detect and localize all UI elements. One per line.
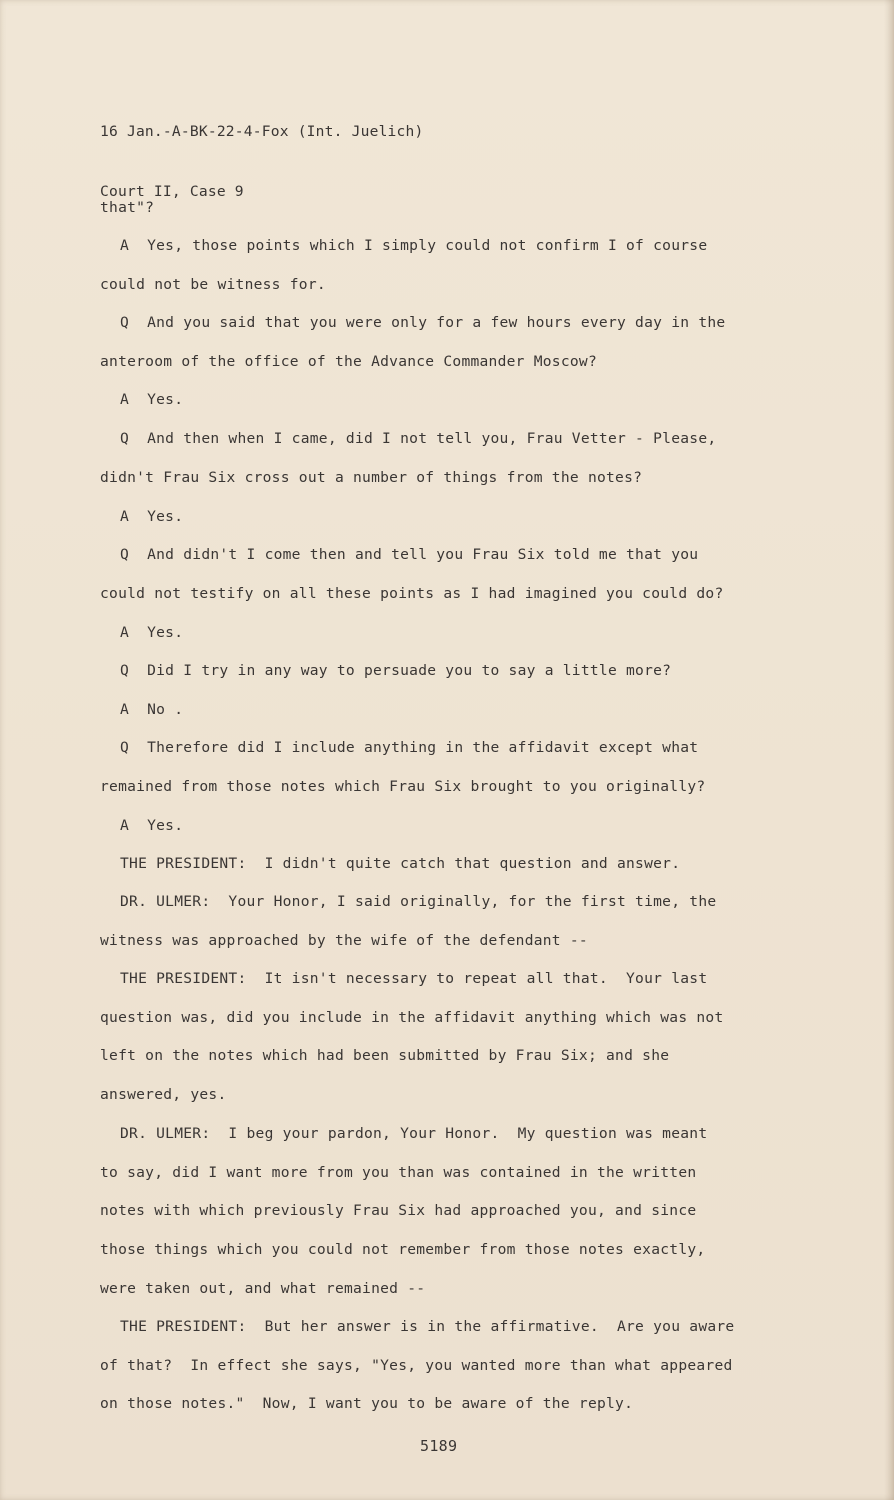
transcript-line: DR. ULMER: Your Honor, I said originally, for the first time, the bbox=[120, 893, 717, 910]
transcript-line: Q And then when I came, did I not tell you, Frau Vetter - Please, bbox=[120, 430, 717, 447]
transcript-line: THE PRESIDENT: But her answer is in the affirmative. Are you aware bbox=[120, 1318, 735, 1335]
transcript-line: Q And didn't I come then and tell you Frau Six told me that you bbox=[120, 546, 699, 563]
transcript-line: left on the notes which had been submitted by Frau Six; and she bbox=[100, 1047, 670, 1064]
transcript-line: didn't Frau Six cross out a number of things from the notes? bbox=[100, 469, 643, 486]
transcript-line: on those notes." Now, I want you to be aware of the reply. bbox=[100, 1395, 634, 1412]
transcript-line: that"? bbox=[100, 199, 155, 216]
transcript-line: anteroom of the office of the Advance Commander Moscow? bbox=[100, 353, 597, 370]
header-line-court: Court II, Case 9 bbox=[100, 183, 244, 200]
header-line-case-reference: 16 Jan.-A-BK-22-4-Fox (Int. Juelich) bbox=[100, 123, 424, 140]
transcript-line: A Yes. bbox=[120, 624, 184, 641]
transcript-line: question was, did you include in the affidavit anything which was not bbox=[100, 1009, 724, 1026]
transcript-line: could not be witness for. bbox=[100, 276, 326, 293]
transcript-line: of that? In effect she says, "Yes, you wanted more than what appeared bbox=[100, 1357, 733, 1374]
page-edge-shadow bbox=[884, 0, 894, 1500]
transcript-line: could not testify on all these points as I had imagined you could do? bbox=[100, 585, 724, 602]
transcript-line: A No . bbox=[120, 701, 184, 718]
transcript-line: to say, did I want more from you than was contained in the written bbox=[100, 1164, 697, 1181]
transcript-line: THE PRESIDENT: It isn't necessary to repeat all that. Your last bbox=[120, 970, 708, 987]
transcript-line: remained from those notes which Frau Six brought to you originally? bbox=[100, 778, 706, 795]
transcript-line: answered, yes. bbox=[100, 1086, 227, 1103]
transcript-line: Q And you said that you were only for a few hours every day in the bbox=[120, 314, 726, 331]
transcript-line: Q Therefore did I include anything in the affidavit except what bbox=[120, 739, 699, 756]
transcript-line: witness was approached by the wife of the defendant -- bbox=[100, 932, 588, 949]
transcript-line: those things which you could not remember from those notes exactly, bbox=[100, 1241, 706, 1258]
transcript-line: DR. ULMER: I beg your pardon, Your Honor. My question was meant bbox=[120, 1125, 708, 1142]
transcript-line: Q Did I try in any way to persuade you to say a little more? bbox=[120, 662, 672, 679]
transcript-line: notes with which previously Frau Six had approached you, and since bbox=[100, 1202, 697, 1219]
document-header bbox=[100, 82, 424, 242]
transcript-line: A Yes, those points which I simply could not confirm I of course bbox=[120, 237, 708, 254]
transcript-line: A Yes. bbox=[120, 817, 184, 834]
transcript-line: were taken out, and what remained -- bbox=[100, 1280, 426, 1297]
transcript-line: THE PRESIDENT: I didn't quite catch that question and answer. bbox=[120, 855, 681, 872]
transcript-line: A Yes. bbox=[120, 508, 184, 525]
page-number: 5189 bbox=[420, 1437, 458, 1455]
transcript-line: A Yes. bbox=[120, 391, 184, 408]
